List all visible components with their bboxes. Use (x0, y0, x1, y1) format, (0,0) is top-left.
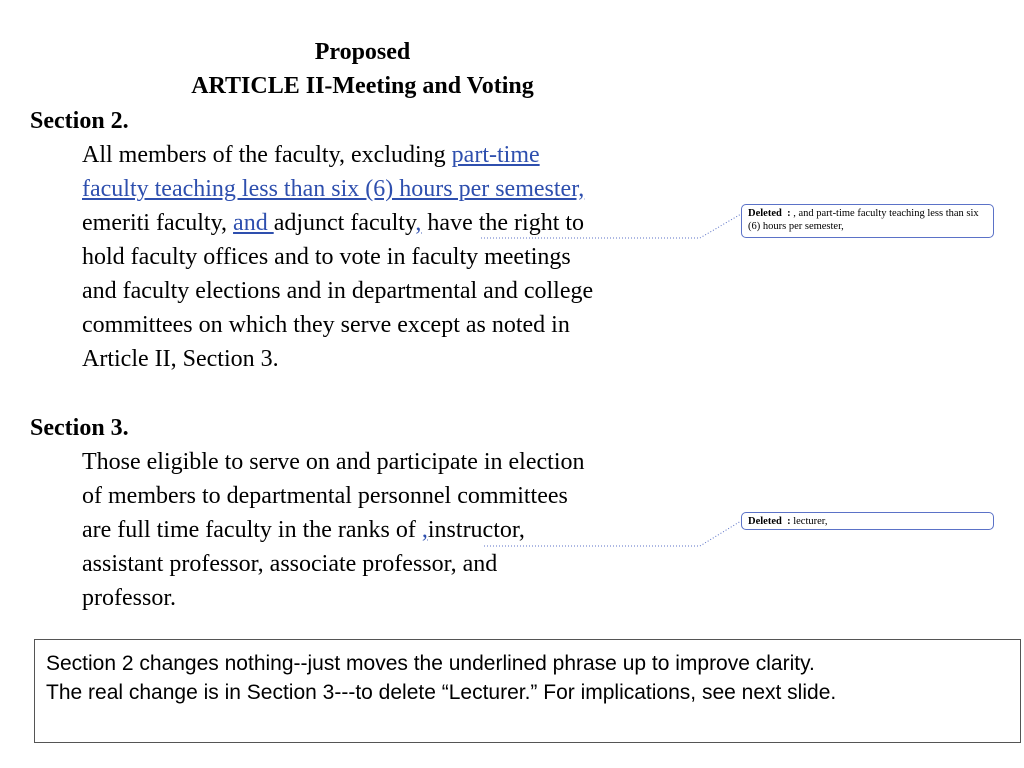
section-2-line-4: hold faculty offices and to vote in faculty meetings (82, 244, 571, 270)
explanation-note-box (34, 639, 1021, 743)
section-2-line-5: and faculty elections and in departmental and college (82, 278, 594, 304)
deletion-marker[interactable]: , (415, 210, 422, 236)
inserted-text[interactable]: faculty teaching less than six (6) hours per semester, (82, 176, 585, 202)
plain-text: adjunct faculty (273, 210, 416, 236)
plain-text: instructor, (427, 517, 525, 543)
plain-text: emeriti faculty, (82, 210, 234, 236)
section-2-line-6: committees on which they serve except as noted in (82, 312, 570, 338)
note-line-1: Section 2 changes nothing--just moves the underlined phrase up to improve clarity. (46, 652, 815, 675)
section-2-heading: Section 2. (30, 108, 129, 134)
inserted-text[interactable]: and (233, 210, 274, 236)
section-2-line-7: Article II, Section 3. (82, 346, 279, 372)
comment-2-leader (484, 521, 741, 546)
section-3-line-5: professor. (82, 585, 176, 611)
section-3-line-2: of members to departmental personnel committees (82, 483, 568, 509)
comment-text: , and part-time faculty teaching less than six (6) hours per semester, (748, 208, 979, 232)
inserted-text[interactable]: part-time (451, 142, 540, 168)
section-3-line-4: assistant professor, associate professor, and (82, 551, 498, 577)
comment-1-leader (481, 214, 741, 238)
page-title: Proposed (314, 39, 411, 65)
deleted-comment-1[interactable] (741, 204, 994, 238)
section-3-line-1: Those eligible to serve on and participate in election (82, 449, 585, 475)
plain-text: All members of the faculty, excluding (82, 142, 452, 168)
comment-colon: : (787, 516, 791, 527)
deleted-comment-2[interactable] (741, 512, 994, 530)
comment-text: lecturer, (793, 516, 828, 527)
section-3-heading: Section 3. (30, 415, 129, 441)
note-line-2: The real change is in Section 3---to delete “Lecturer.” For implications, see next slide. (46, 681, 837, 704)
plain-text: are full time faculty in the ranks of (82, 517, 422, 543)
comment-label: Deleted (748, 516, 782, 527)
comment-label: Deleted (748, 208, 782, 219)
comment-colon: : (787, 208, 791, 219)
deletion-marker[interactable]: , (421, 517, 428, 543)
article-title: ARTICLE II-Meeting and Voting (191, 73, 534, 99)
plain-text: have the right to (421, 210, 585, 236)
